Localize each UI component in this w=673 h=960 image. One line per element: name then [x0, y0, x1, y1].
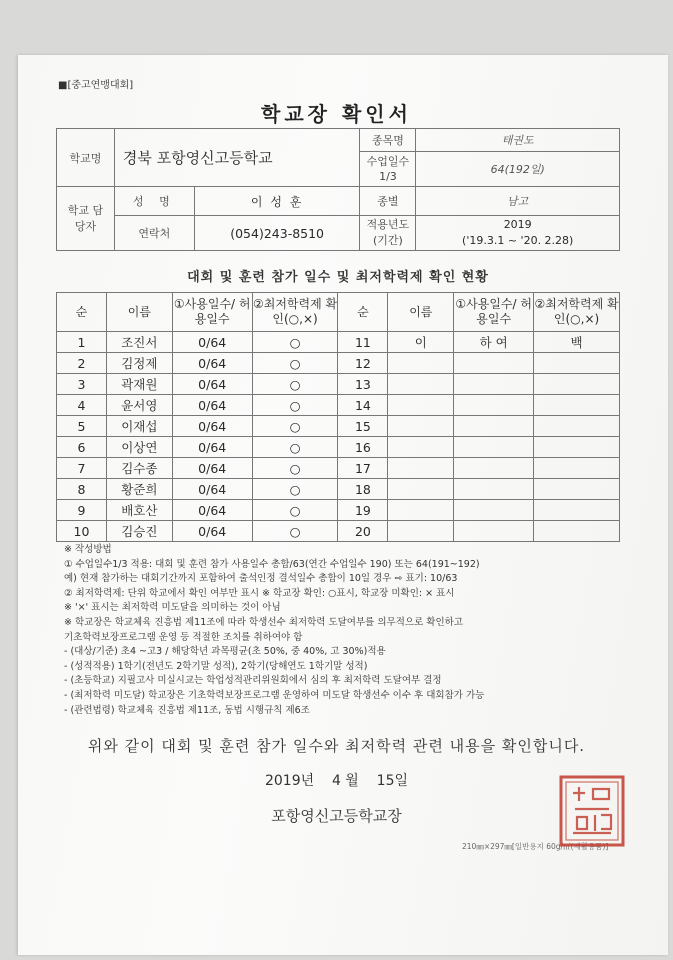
table-row: [57, 374, 620, 395]
student-name: 배호산: [106, 500, 172, 521]
row-no: 1: [57, 332, 107, 353]
min-grade-check: ○: [252, 353, 338, 374]
student-name: 김승진: [106, 521, 172, 542]
days-used-right: [454, 395, 534, 416]
note-line: ② 최저학력제: 단위 학교에서 확인 여부만 표시 ※ 학교장 확인: ○표시, 학교장 미확인: × 표시: [64, 587, 455, 599]
school-label: 학교명: [57, 129, 115, 187]
event-value: 태권도: [416, 129, 620, 152]
paper-spec-footer: 210㎜×297㎜[일반용지 60g/㎡(재활용품)]: [462, 842, 609, 851]
row-no-right: 11: [338, 332, 388, 353]
date-day: 15일: [376, 773, 408, 789]
days-used-right: 하 여: [454, 332, 534, 353]
row-no-right: 18: [338, 479, 388, 500]
min-grade-check: ○: [252, 416, 338, 437]
row-no: 6: [57, 437, 107, 458]
page-title: 학교장 확인서: [261, 102, 412, 126]
days-used: 0/64: [172, 437, 252, 458]
min-grade-check-right: [534, 479, 620, 500]
student-name-right: [388, 416, 454, 437]
contact-label: 연락처: [114, 216, 194, 251]
student-name-right: [388, 458, 454, 479]
period-year: 2019: [503, 218, 532, 231]
note-line: ※ 학교장은 학교체육 진흥법 제11조에 따라 학생선수 최저학력 도달여부를 의무적으로 확인하고: [64, 616, 463, 628]
note-line: 기초학력보장프로그램 운영 등 적절한 조치를 취하여야 함: [64, 631, 303, 643]
col-check: ②최저학력제 확인(○,×): [252, 293, 338, 332]
min-grade-check-right: [534, 353, 620, 374]
row-no-right: 13: [338, 374, 388, 395]
student-name-right: [388, 353, 454, 374]
event-label: 종목명: [360, 129, 416, 152]
min-grade-check: ○: [252, 500, 338, 521]
student-name-right: [388, 479, 454, 500]
row-no-right: 14: [338, 395, 388, 416]
row-no: 7: [57, 458, 107, 479]
student-name-right: [388, 437, 454, 458]
school-seal-stamp: [557, 773, 627, 849]
days-used: 0/64: [172, 353, 252, 374]
date-month: 4 월: [331, 773, 359, 789]
note-line: - (관련법령) 학교체육 진흥법 제11조, 동법 시행규칙 제6조: [64, 704, 310, 716]
row-no-right: 16: [338, 437, 388, 458]
days-used-right: [454, 374, 534, 395]
student-name-right: [388, 500, 454, 521]
min-grade-check-right: [534, 458, 620, 479]
table-row: [57, 521, 620, 542]
row-no: 9: [57, 500, 107, 521]
col-days: ①사용일수/ 허용일수: [172, 293, 252, 332]
date-year: 2019년: [264, 773, 315, 789]
min-grade-check-right: [534, 395, 620, 416]
days-used-right: [454, 500, 534, 521]
min-grade-check: ○: [252, 521, 338, 542]
min-grade-check-right: [534, 437, 620, 458]
min-grade-check-right: 백: [534, 332, 620, 353]
instructions-notes: [64, 543, 624, 718]
min-grade-check-right: [534, 521, 620, 542]
section-title: 대회 및 훈련 참가 일수 및 최저학력제 확인 현황: [187, 270, 489, 285]
note-line: ※ 작성방법: [64, 544, 112, 555]
table-row: [57, 500, 620, 521]
manager-label: 학교 담당자: [57, 187, 115, 251]
row-no-right: 19: [338, 500, 388, 521]
table-row: [57, 437, 620, 458]
header-tag: ■[중고연맹대회]: [58, 80, 134, 91]
student-name: 윤서영: [106, 395, 172, 416]
row-no-right: 15: [338, 416, 388, 437]
col-no: 순: [57, 293, 107, 332]
min-grade-check-right: [534, 374, 620, 395]
table-row: [57, 395, 620, 416]
min-grade-check: ○: [252, 395, 338, 416]
gender-label: 종별: [360, 187, 416, 216]
days-used-right: [454, 353, 534, 374]
days-used: 0/64: [172, 395, 252, 416]
days-used: 0/64: [172, 521, 252, 542]
days-used-right: [454, 479, 534, 500]
student-name-right: [388, 395, 454, 416]
note-line: - (성적적용) 1학기(전년도 2학기말 성적), 2학기(당해연도 1학기말 성적): [64, 660, 368, 672]
student-name: 김수종: [106, 458, 172, 479]
gender-value: 남고: [416, 187, 620, 216]
signer-name: 포항영신고등학교장: [271, 807, 402, 825]
note-line: - (초등학교) 지필고사 미실시교는 학업성적관리위원회에서 심의 후 최저학력 도달여부 결정: [64, 675, 442, 687]
class-days-label: 수업일수 1/3: [360, 152, 416, 187]
row-no: 3: [57, 374, 107, 395]
period-label: 적용년도 (기간): [360, 216, 416, 251]
note-line: ① 수업일수1/3 적용: 대회 및 훈련 참가 사용일수 총합/63(연간 수업일수 190) 또는 64(191~192): [64, 558, 480, 570]
days-used-right: [454, 416, 534, 437]
min-grade-check-right: [534, 416, 620, 437]
days-used: 0/64: [172, 479, 252, 500]
school-name: 경북 포항영신고등학교: [114, 129, 360, 187]
period-range: ('19.3.1 ~ '20. 2.28): [462, 234, 574, 247]
days-used-right: [454, 437, 534, 458]
school-info-table: [56, 128, 620, 251]
row-no: 8: [57, 479, 107, 500]
row-no: 5: [57, 416, 107, 437]
min-grade-check: ○: [252, 374, 338, 395]
col-name-right: 이름: [388, 293, 454, 332]
row-no: 4: [57, 395, 107, 416]
days-used: 0/64: [172, 332, 252, 353]
days-used-right: [454, 521, 534, 542]
days-used: 0/64: [172, 500, 252, 521]
row-no-right: 17: [338, 458, 388, 479]
col-check-right: ②최저학력제 확인(○,×): [534, 293, 620, 332]
table-row: [57, 479, 620, 500]
note-line: - (대상/기준) 초4 ~고3 / 해당학년 과목평균(초 50%, 중 40%, 고 30%)적용: [64, 646, 386, 658]
student-name-right: [388, 521, 454, 542]
min-grade-check: ○: [252, 479, 338, 500]
period-value: [416, 216, 620, 251]
row-no: 2: [57, 353, 107, 374]
student-name: 조진서: [106, 332, 172, 353]
student-name: 곽재원: [106, 374, 172, 395]
student-name-right: 이: [388, 332, 454, 353]
student-table: [56, 292, 620, 542]
days-used: 0/64: [172, 458, 252, 479]
col-no-right: 순: [338, 293, 388, 332]
student-name: 황준희: [106, 479, 172, 500]
note-line: - (최저학력 미도달) 학교장은 기초학력보장프로그램 운영하여 미도달 학생선수 이수 후 대회참가 가능: [64, 689, 485, 701]
days-used: 0/64: [172, 416, 252, 437]
student-name-right: [388, 374, 454, 395]
col-days-right: ①사용일수/ 허용일수: [454, 293, 534, 332]
note-line: 예) 현재 참가하는 대회기간까지 포함하여 출석인정 결석일수 총합이 10일 경우 ⇨ 표기: 10/63: [64, 573, 458, 585]
student-name: 이상연: [106, 437, 172, 458]
table-header-row: [57, 293, 620, 332]
days-used-right: [454, 458, 534, 479]
table-row: [57, 416, 620, 437]
table-row: [57, 332, 620, 353]
days-used: 0/64: [172, 374, 252, 395]
row-no-right: 20: [338, 521, 388, 542]
min-grade-check-right: [534, 500, 620, 521]
class-days-value: 64(192일): [416, 152, 620, 187]
confirm-statement: 위와 같이 대회 및 훈련 참가 일수와 최저학력 관련 내용을 확인합니다.: [87, 737, 586, 755]
row-no-right: 12: [338, 353, 388, 374]
min-grade-check: ○: [252, 437, 338, 458]
student-name: 김정제: [106, 353, 172, 374]
table-row: [57, 458, 620, 479]
student-name: 이재섭: [106, 416, 172, 437]
min-grade-check: ○: [252, 458, 338, 479]
min-grade-check: ○: [252, 332, 338, 353]
row-no: 10: [57, 521, 107, 542]
manager-name-label: 성 명: [114, 187, 194, 216]
col-name: 이름: [106, 293, 172, 332]
manager-name: 이 성 훈: [194, 187, 360, 216]
note-line: ※ '×' 표시는 최저학력 미도달을 의미하는 것이 아님: [64, 602, 281, 614]
table-row: [57, 353, 620, 374]
contact-value: (054)243-8510: [194, 216, 360, 251]
